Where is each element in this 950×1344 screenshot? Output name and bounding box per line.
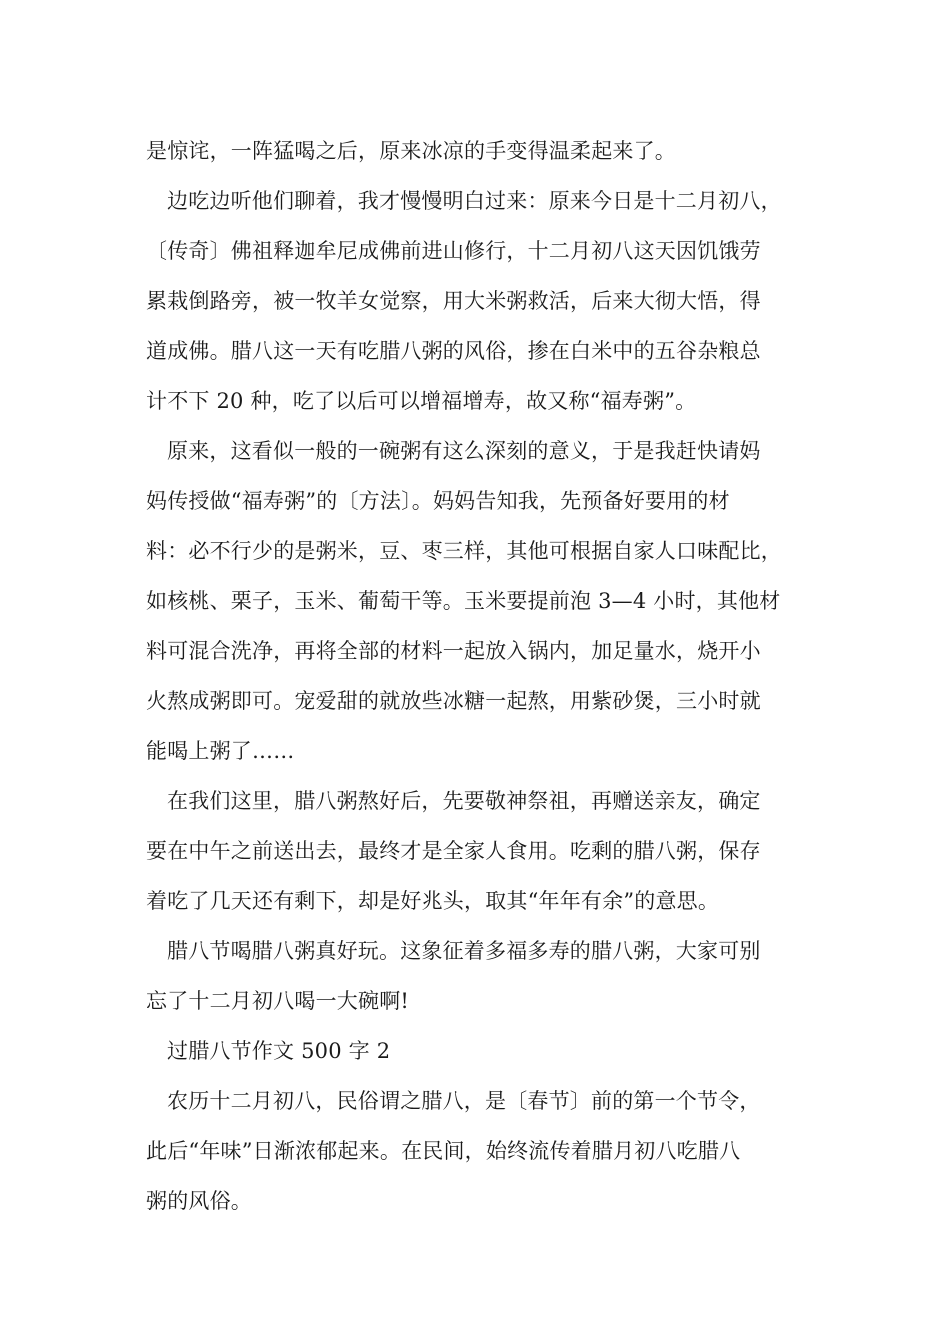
text-line: 腊八节喝腊八粥真好玩。这象征着多福多寿的腊八粥，大家可别 (167, 939, 761, 963)
text-line: 能喝上粥了…… (146, 739, 295, 763)
text-line: 边吃边听他们聊着，我才慢慢明白过来：原来今日是十二月初八， (167, 189, 782, 213)
text-line: 原来，这看似一般的一碗粥有这么深刻的意义，于是我赶快请妈 (167, 439, 761, 463)
text-line: 料：必不行少的是粥米，豆、枣三样，其他可根据自家人口味配比， (146, 539, 782, 563)
text-line: 此后“年味”日渐浓郁起来。在民间，始终流传着腊月初八吃腊八 (146, 1139, 741, 1163)
text-line: 农历十二月初八，民俗谓之腊八，是〔春节〕前的第一个节令， (167, 1089, 761, 1113)
text-line: 是惊诧，一阵猛喝之后，原来冰凉的手变得温柔起来了。 (146, 139, 676, 163)
text-line: 火熬成粥即可。宠爱甜的就放些冰糖一起熬，用紫砂煲，三小时就 (146, 689, 761, 713)
text-line: 要在中午之前送出去，最终才是全家人食用。吃剩的腊八粥，保存 (146, 839, 761, 863)
text-line: 料可混合洗净，再将全部的材料一起放入锅内，加足量水，烧开小 (146, 639, 761, 663)
section-heading: 过腊八节作文 500 字 2 (167, 1039, 391, 1063)
text-line: 在我们这里，腊八粥熬好后，先要敬神祭祖，再赠送亲友，确定 (167, 789, 761, 813)
text-line: 如核桃、栗子，玉米、葡萄干等。玉米要提前泡 3—4 小时，其他材 (146, 589, 781, 613)
text-line: 计不下 20 种，吃了以后可以增福增寿，故又称“福寿粥”。 (146, 389, 697, 413)
text-line: 忘了十二月初八喝一大碗啊! (146, 989, 410, 1013)
text-line: 妈传授做“福寿粥”的〔方法〕。妈妈告知我，先预备好要用的材 (146, 489, 730, 513)
text-line: 累栽倒路旁，被一牧羊女觉察，用大米粥救活，后来大彻大悟，得 (146, 289, 761, 313)
text-line: 粥的风俗。 (146, 1189, 252, 1213)
text-line: 〔传奇〕佛祖释迦牟尼成佛前进山修行，十二月初八这天因饥饿劳 (146, 239, 761, 263)
text-line: 道成佛。腊八这一天有吃腊八粥的风俗，掺在白米中的五谷杂粮总 (146, 339, 761, 363)
text-line: 着吃了几天还有剩下，却是好兆头，取其“年年有余”的意思。 (146, 889, 720, 913)
